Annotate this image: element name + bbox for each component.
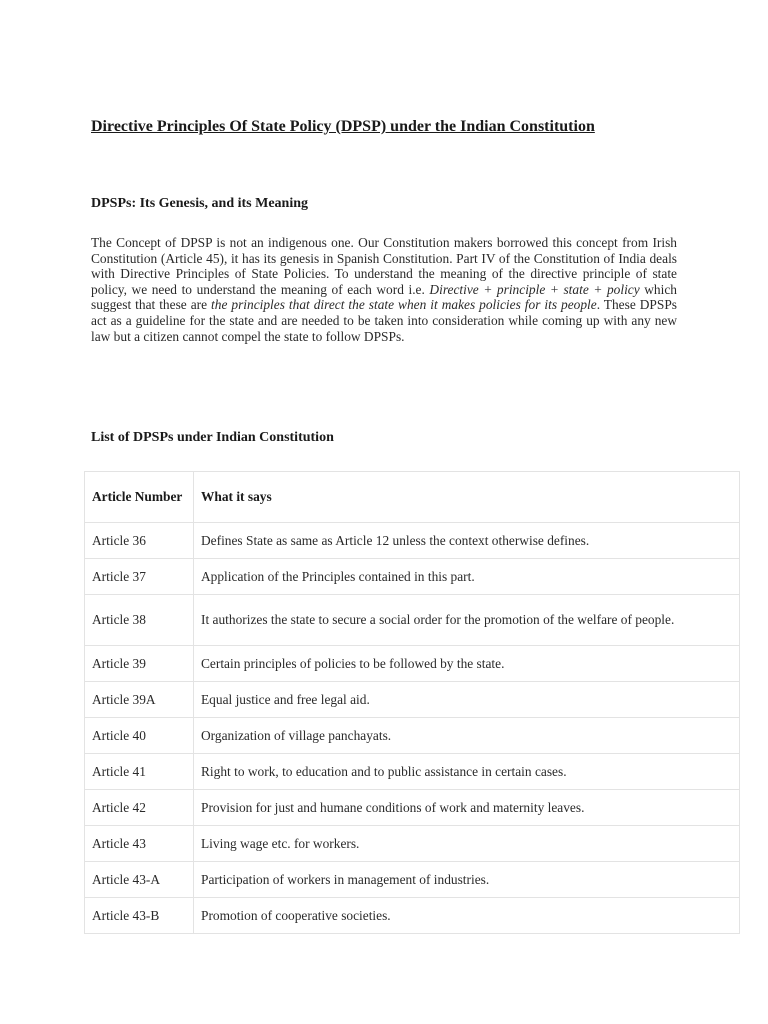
description-cell: Participation of workers in management of industries. bbox=[194, 862, 740, 898]
table-row bbox=[85, 790, 740, 826]
table-row bbox=[85, 595, 740, 646]
description-cell: Organization of village panchayats. bbox=[194, 718, 740, 754]
description-cell: Living wage etc. for workers. bbox=[194, 826, 740, 862]
paragraph-text-1: The Concept of DPSP is not an indigenous one. Our Constitution makers borrowed this concept from Irish Constitution (Article 45), it has its genesis in Spanish Constitution. Part IV of the Constitution of India deals with Directive Principles of State Policies. To understand the meaning of the directive principle of state policy, we need to understand the meaning of each word i.e. bbox=[91, 235, 677, 297]
table-row bbox=[85, 559, 740, 595]
article-cell: Article 41 bbox=[85, 754, 194, 790]
description-cell: Promotion of cooperative societies. bbox=[194, 898, 740, 934]
article-cell: Article 36 bbox=[85, 523, 194, 559]
table-row bbox=[85, 682, 740, 718]
header-article-number: Article Number bbox=[85, 472, 194, 523]
section-heading-list: List of DPSPs under Indian Constitution bbox=[91, 430, 334, 445]
header-what-it-says: What it says bbox=[194, 472, 740, 523]
paragraph-text-2: which suggest that these are bbox=[91, 281, 677, 313]
article-cell: Article 39A bbox=[85, 682, 194, 718]
document-title: Directive Principles Of State Policy (DPSP) under the Indian Constitution bbox=[91, 118, 595, 135]
table-row bbox=[85, 718, 740, 754]
paragraph-text-3: . These DPSPs act as a guideline for the state and are needed to be taken into consideration while coming up with any new law but a citizen cannot compel the state to follow DPSPs. bbox=[91, 297, 677, 344]
table-row bbox=[85, 523, 740, 559]
description-cell: It authorizes the state to secure a social order for the promotion of the welfare of people. bbox=[194, 595, 740, 646]
article-cell: Article 43-B bbox=[85, 898, 194, 934]
article-cell: Article 43 bbox=[85, 826, 194, 862]
table-row bbox=[85, 862, 740, 898]
description-cell: Right to work, to education and to public assistance in certain cases. bbox=[194, 754, 740, 790]
article-cell: Article 39 bbox=[85, 646, 194, 682]
genesis-paragraph bbox=[91, 235, 677, 344]
table-row bbox=[85, 754, 740, 790]
article-cell: Article 40 bbox=[85, 718, 194, 754]
paragraph-italic-formula: Directive + principle + state + policy bbox=[429, 281, 640, 297]
description-cell: Provision for just and humane conditions of work and maternity leaves. bbox=[194, 790, 740, 826]
table-row bbox=[85, 826, 740, 862]
description-cell: Application of the Principles contained in this part. bbox=[194, 559, 740, 595]
article-cell: Article 38 bbox=[85, 595, 194, 646]
article-cell: Article 37 bbox=[85, 559, 194, 595]
paragraph-italic-definition: the principles that direct the state when it makes policies for its people bbox=[211, 297, 597, 313]
table-header-row bbox=[85, 472, 740, 523]
dpsp-table bbox=[84, 471, 740, 934]
table-row bbox=[85, 646, 740, 682]
description-cell: Equal justice and free legal aid. bbox=[194, 682, 740, 718]
description-cell: Certain principles of policies to be followed by the state. bbox=[194, 646, 740, 682]
article-cell: Article 43-A bbox=[85, 862, 194, 898]
article-cell: Article 42 bbox=[85, 790, 194, 826]
description-cell: Defines State as same as Article 12 unless the context otherwise defines. bbox=[194, 523, 740, 559]
section-heading-genesis: DPSPs: Its Genesis, and its Meaning bbox=[91, 196, 309, 211]
table-row bbox=[85, 898, 740, 934]
